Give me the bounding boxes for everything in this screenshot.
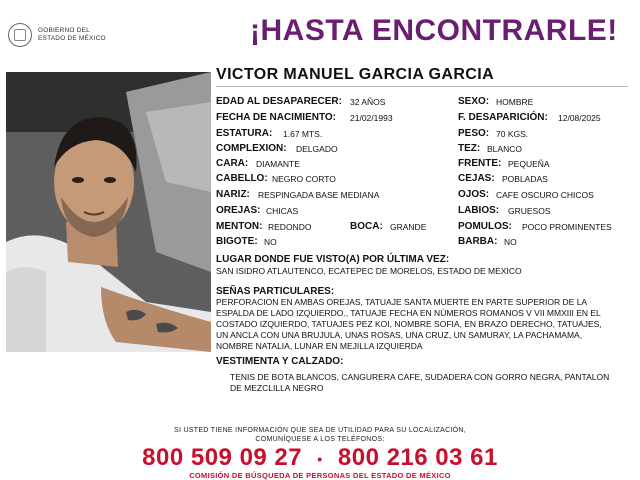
- phone-separator: •: [317, 450, 323, 467]
- cabello-value: NEGRO CORTO: [272, 174, 336, 184]
- divider: [216, 86, 628, 87]
- senas-value: PERFORACION EN AMBAS OREJAS, TATUAJE SANTA MUERTE EN PARTE SUPERIOR DE LA ESPALDA DE LADO IZQUIERDO., TATUAJE FECHA EN NÚMEROS ROMANOS V VII MMXIII EN EL COSTADO IZQUIERDO, TATUAJES PEZ KOI, NOMBRE SOFIA, EN BRAZO DERECHO, TATUAJES, UN ANCLA CON UNA BRUJULA, UNAS ROSAS, UNA CRUZ, UN SAMURAY, LA PACHAMAMA, NOMBRE NATALIA, LUNAR EN MEJILLA IZQUIERDA: [216, 297, 602, 351]
- contact-line-2: COMUNÍQUESE A LOS TELÉFONOS:: [255, 436, 385, 443]
- peso-label: PESO:: [458, 128, 490, 139]
- phone-1[interactable]: 800 509 09 27: [142, 444, 303, 471]
- menton-value: REDONDO: [268, 222, 312, 232]
- estatura-value: 1.67 MTS.: [283, 129, 323, 139]
- pomulos-label: POMULOS:: [458, 221, 512, 232]
- orejas-label: OREJAS:: [216, 205, 261, 216]
- phone-numbers: [0, 444, 640, 472]
- missing-person-photo: [6, 72, 211, 352]
- complexion-value: DELGADO: [296, 144, 338, 154]
- complexion-label: COMPLEXION:: [216, 143, 287, 154]
- ojos-label: OJOS:: [458, 189, 490, 200]
- orejas-value: CHICAS: [266, 206, 299, 216]
- desaparicion-value: 12/08/2025: [558, 113, 601, 123]
- edad-label: EDAD AL DESAPARECER:: [216, 96, 342, 107]
- cara-value: DIAMANTE: [256, 159, 300, 169]
- lugar-value: SAN ISIDRO ATLAUTENCO, ECATEPEC DE MORELOS, ESTADO DE MEXICO: [216, 266, 522, 276]
- edad-value: 32 AÑOS: [350, 97, 386, 107]
- bigote-label: BIGOTE:: [216, 236, 258, 247]
- tez-label: TEZ:: [458, 143, 481, 154]
- tez-value: BLANCO: [487, 144, 522, 154]
- logo-line-2: ESTADO DE MÉXICO: [38, 35, 106, 42]
- ojos-value: CAFE OSCURO CHICOS: [496, 190, 594, 200]
- barba-value: NO: [504, 237, 517, 247]
- state-seal-icon: [8, 23, 32, 47]
- desaparicion-label: F. DESAPARICIÓN:: [458, 112, 548, 123]
- nariz-label: NARIZ:: [216, 189, 250, 200]
- senas-label: SEÑAS PARTICULARES:: [216, 286, 335, 297]
- peso-value: 70 KGS.: [496, 129, 529, 139]
- lugar-label: LUGAR DONDE FUE VISTO(A) POR ÚLTIMA VEZ:: [216, 254, 450, 265]
- vestimenta-label: VESTIMENTA Y CALZADO:: [216, 356, 344, 367]
- labios-value: GRUESOS: [508, 206, 551, 216]
- headline: ¡HASTA ENCONTRARLE!: [250, 14, 618, 47]
- bigote-value: NO: [264, 237, 277, 247]
- nacimiento-label: FECHA DE NACIMIENTO:: [216, 112, 336, 123]
- logo-line-1: GOBIERNO DEL: [38, 27, 90, 34]
- phone-2[interactable]: 800 216 03 61: [337, 444, 498, 471]
- barba-label: BARBA:: [458, 236, 498, 247]
- government-logo: [8, 20, 128, 50]
- person-name: VICTOR MANUEL GARCIA GARCIA: [216, 66, 495, 83]
- boca-label: BOCA:: [350, 221, 383, 232]
- contact-line-1: SI USTED TIENE INFORMACIÓN QUE SEA DE UTILIDAD PARA SU LOCALIZACIÓN,: [173, 427, 467, 434]
- boca-value: GRANDE: [390, 222, 427, 232]
- nariz-value: RESPINGADA BASE MEDIANA: [258, 190, 380, 200]
- labios-label: LABIOS:: [458, 205, 500, 216]
- estatura-label: ESTATURA:: [216, 128, 273, 139]
- frente-value: PEQUEÑA: [508, 159, 550, 169]
- cejas-value: POBLADAS: [502, 174, 548, 184]
- frente-label: FRENTE:: [458, 158, 502, 169]
- portrait-illustration: [6, 72, 211, 352]
- contact-info: [0, 426, 640, 444]
- cabello-label: CABELLO:: [216, 173, 268, 184]
- logo-text: [38, 27, 106, 43]
- pomulos-value: POCO PROMINENTES: [522, 222, 612, 232]
- menton-label: MENTON:: [216, 221, 263, 232]
- nacimiento-value: 21/02/1993: [350, 113, 393, 123]
- sexo-value: HOMBRE: [496, 97, 534, 107]
- cejas-label: CEJAS:: [458, 173, 495, 184]
- cara-label: CARA:: [216, 158, 249, 169]
- vestimenta-value: TENIS DE BOTA BLANCOS, CANGURERA CAFE, SUDADERA CON GORRO NEGRA, PANTALON DE MEZCLILLA NEGRO: [230, 372, 610, 393]
- footer-agency: COMISIÓN DE BÚSQUEDA DE PERSONAS DEL ESTADO DE MÉXICO: [189, 471, 451, 480]
- sexo-label: SEXO:: [458, 96, 490, 107]
